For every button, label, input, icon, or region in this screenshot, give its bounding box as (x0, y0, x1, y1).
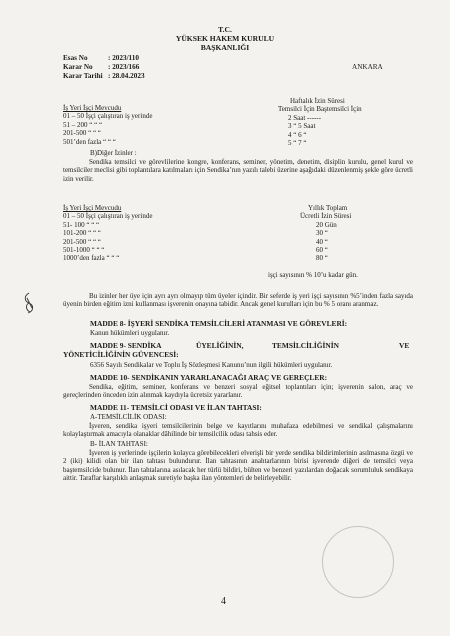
table2-left-row: 501-1000 “ “ “ (63, 246, 105, 255)
tarih-label: Karar Tarihi (63, 72, 103, 80)
table2-right-row: 30 “ (316, 229, 328, 238)
city: ANKARA (352, 63, 383, 71)
table2-left-title: İş Yeri İşçi Mevcudu (63, 204, 122, 212)
table2-right (300, 204, 351, 263)
madde11-sub-b: B- İLAN TAHTASI: (90, 440, 148, 448)
table1-right-row: 2 Saat ------ (288, 113, 322, 122)
table1-right-row: 5 “ 7 “ (288, 139, 307, 148)
table2-right-title: Yıllık Toplam (308, 204, 348, 212)
madde11-text-a: İşveren, sendika işyeri temsilcilerinin belge ve kayıtlarını muhafaza edebilmesi ve sendikal çalışmalarını kolaylaştırmak amacıyla olanaklar dâhilinde bir temsilcilik odası tahsis eder. (63, 422, 413, 439)
handwritten-margin-mark (22, 292, 36, 314)
madde8-title: MADDE 8- İŞYERİ SENDİKA TEMSİLCİLERİ ATANMASI VE GÖREVLERİ: (90, 319, 348, 328)
header-tc: T.C. (218, 25, 232, 34)
table2-left-row: 101-200 “ “ “ (63, 229, 101, 238)
header-institution: YÜKSEK HAKEM KURULU (175, 34, 275, 43)
table1-right-row: 4 “ 6 “ (288, 130, 307, 139)
table1-left-row: 201-500 “ “ “ (63, 129, 101, 138)
madde10-text: Sendika, eğitim, seminer, konferans ve benzeri sosyal eğitsel toplantıları için; işverenin salon, araç ve gereçlerinden önceden izin alınmak kaydıyla ücretsiz yararlanır. (63, 383, 413, 400)
izin-paragraph: Bu izinler her üye için ayrı ayrı olmayıp tüm üyeler içindir. Bir seferde iş yeri işçi sayısının %5’inden fazla sayıda üyenin birden eğitim izni kullanması işverenin onayına tabidir. Ancak genel kurulları için bu % 5 oranı aranmaz. (63, 292, 413, 309)
diger-izinler-heading: B)Diğer İzinler : (90, 149, 137, 157)
esas-value: : 2023/110 (108, 54, 139, 62)
table2-right-row: 80 “ (316, 254, 328, 263)
table2-right-row: 40 “ (316, 237, 328, 246)
table2-left-row: 201-500 “ “ “ (63, 237, 101, 246)
diger-izinler-text: Sendika temsilci ve görevlilerine kongre, konferans, seminer, yönetim, denetim, disiplin kurulu, genel kurul ve temsilciler meclisi gibi toplantılara katılmaları için Sendika’nın yazılı talebi üzerine aşağıdaki düzenlenmiş şekle göre ücretli izin verilir. (63, 158, 413, 183)
table2-right-row: 20 Gün (316, 220, 337, 229)
table1-left-title: İş Yeri İşçi Mevcudu (63, 104, 122, 112)
madde9-text: 6356 Sayılı Sendikalar ve Toplu İş Sözleşmesi Kanunu’nun ilgili hükümleri uygulanır. (90, 361, 333, 369)
madde9-title-d: VE (399, 341, 410, 350)
table1-right (278, 97, 362, 147)
madde9-title-line2: YÖNETİCİLİĞİNİN GÜVENCESİ: (63, 350, 179, 359)
madde10-title: MADDE 10- SENDİKANIN YARARLANACAĞI ARAÇ VE GEREÇLER: (90, 373, 328, 382)
madde9-title-a: MADDE 9- SENDİKA (90, 341, 162, 350)
table2-note: işçi sayısının % 10’u kadar gün. (268, 271, 358, 279)
table2-right-subtitle: Ücretli İzin Süresi (300, 212, 352, 221)
madde9-title-b: ÜYELİĞİNİN, (196, 341, 244, 350)
table1-right-title: Haftalık İzin Süresi (290, 97, 345, 105)
madde9-title-c: TEMSİLCİLİĞİNİN (272, 341, 339, 350)
table1-left-row: 01 – 50 İşçi çalıştıran iş yerinde (63, 112, 153, 121)
table1-left (63, 104, 152, 146)
table1-left-row: 501’den fazla “ “ “ (63, 137, 116, 146)
table1-left-row: 51 – 200 “ “ “ (63, 120, 103, 129)
madde8-text: Kanun hükümleri uygulanır. (90, 329, 170, 337)
table2-right-row: 60 “ (316, 246, 328, 255)
table2-left-row: 01 – 50 İşçi çalıştıran iş yerinde (63, 212, 153, 221)
table2-left-row: 51- 100 “ “ “ (63, 220, 100, 229)
madde11-text-b: İşveren iş yerlerinde işçilerin kolayca görebilecekleri elverişli bir yerde sendika bildirimlerinin asılmasına özgü ve 2 (iki) kilidi olan bir ilan tahtası bulundurur. İlan tahtasının anahtarlarının birisi işverende diğeri de temsilci veya baştemsilcide bulunur. İlan tahtalarına asılacak her türlü bildiri, bülten ve benzeri yazılardan doğacak sorumluluk sendikaya aittir. Taraflar karşılıklı anlaşmak suretiyle başka ilan yöntemleri de belirleyebilir. (63, 449, 413, 483)
table1-right-subtitle: Temsilci İçin Baştemsilci İçin (278, 105, 362, 114)
tarih-value: : 28.04.2023 (108, 72, 145, 80)
karar-label: Karar No (63, 63, 93, 71)
table2-left-row: 1000’den fazla “ “ “ (63, 254, 120, 263)
header-office: BAŞKANLIĞI (200, 43, 250, 52)
esas-label: Esas No (63, 54, 88, 62)
madde11-title: MADDE 11- TEMSİLCİ ODASI VE İLAN TAHTASI: (90, 403, 262, 412)
stamp-mark (322, 526, 394, 598)
table1-right-row: 3 “ 5 Saat (288, 122, 316, 131)
madde11-sub-a: A-TEMSİLCİLİK ODASI: (90, 413, 167, 421)
table2-left (63, 204, 152, 263)
page-number: 4 (221, 596, 226, 607)
karar-value: : 2023/166 (108, 63, 140, 71)
